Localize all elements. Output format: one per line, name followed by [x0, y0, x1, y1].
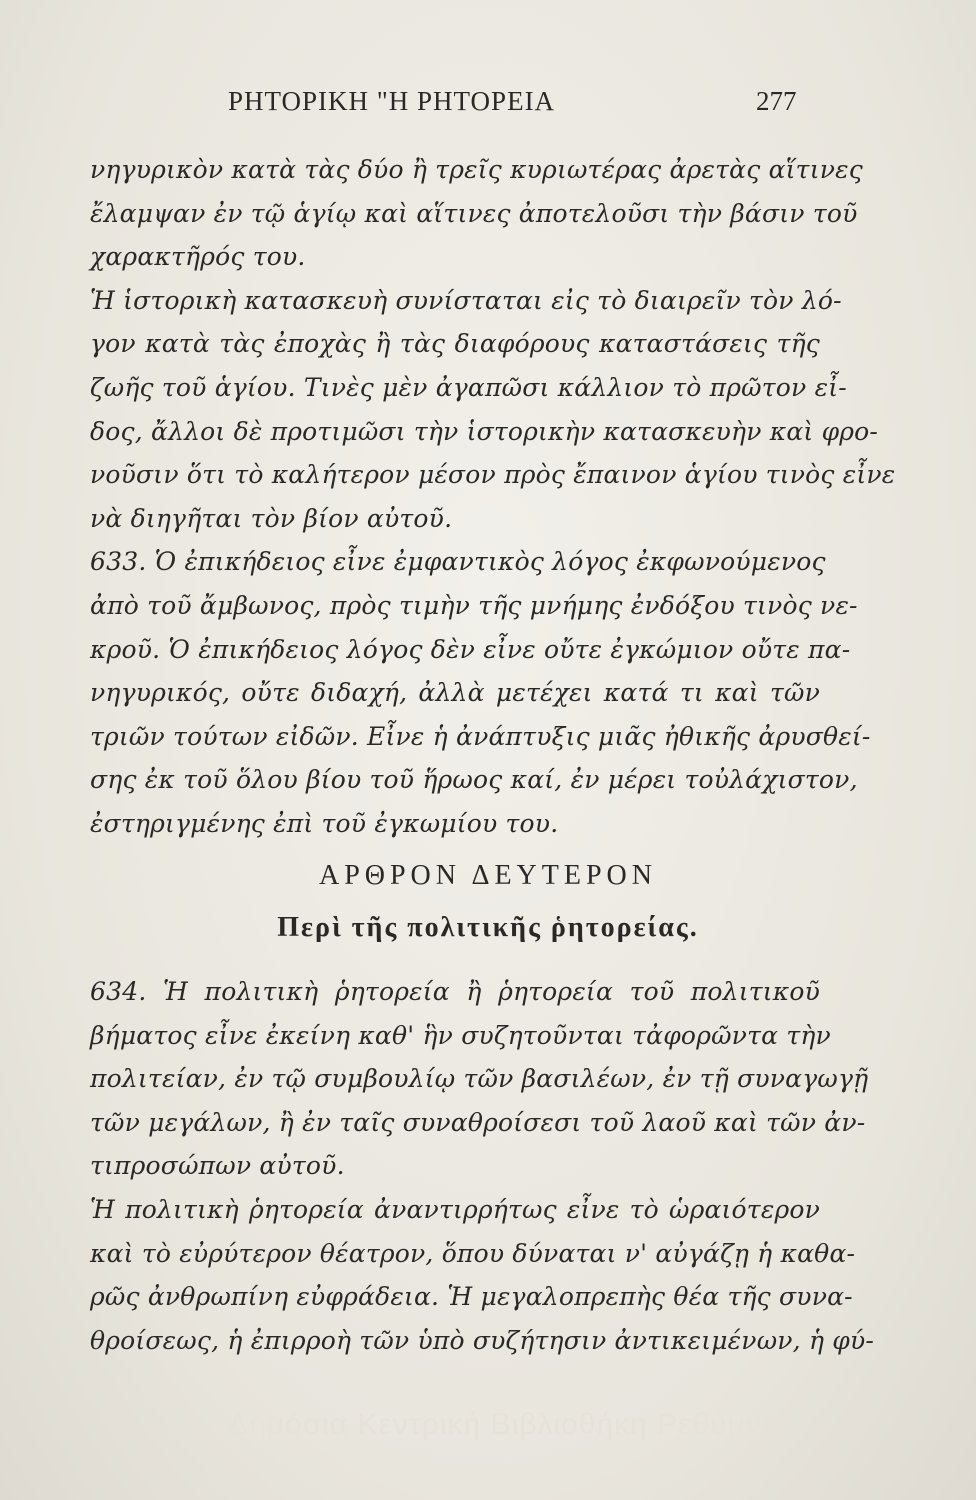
text-line: χαρακτῆρός του. [90, 242, 306, 272]
text-line: ζωῆς τοῦ ἁγίου. Τινὲς μὲν ἀγαπῶσι κάλλιον τὸ πρῶτον εἶ- [90, 372, 847, 402]
text-line: ἔλαμψαν ἐν τῷ ἁγίῳ καὶ αἵτινες ἀποτελοῦσι τὴν βάσιν τοῦ [90, 198, 858, 228]
text-line: Ἡ ἱστορικὴ κατασκευὴ συνίσταται εἰς τὸ διαιρεῖν τὸν λό- [90, 285, 842, 315]
library-watermark: Δημόσια Κεντρική Βιβλιοθήκη Ρεθύμνης [228, 1408, 796, 1441]
text-line: νηγυρικὸν κατὰ τὰς δύο ἢ τρεῖς κυριωτέρας ἀρετὰς αἵτινες [90, 155, 863, 184]
text-line: Ἡ πολιτικὴ ῥητορεία ἀναντιρρήτως εἶνε τὸ ὡραιότερον [90, 1194, 820, 1224]
text-line: νὰ διηγῆται τὸν βίον αὐτοῦ. [90, 503, 453, 533]
body-text-section-1 [90, 148, 896, 846]
text-line: θροίσεως, ἡ ἐπιρροὴ τῶν ὑπὸ συζήτησιν ἀντικειμένων, ἡ φύ- [90, 1325, 875, 1355]
text-line: νοῦσιν ὅτι τὸ καλήτερον μέσον πρὸς ἔπαινον ἁγίου τινὸς εἶνε [90, 460, 896, 490]
text-line: τριῶν τούτων εἰδῶν. Εἶνε ἡ ἀνάπτυξις μιᾶς ἠθικῆς ἀρυσθεί- [90, 721, 871, 751]
body-text-section-2 [90, 970, 875, 1362]
text-line: τιπροσώπων αὐτοῦ. [90, 1151, 345, 1181]
text-line: 633. Ὁ ἐπικήδειος εἶνε ἐμφαντικὸς λόγος ἐκφωνούμενος [90, 547, 826, 577]
running-head: ΡΗΤΟΡΙΚΗ "Η ΡΗΤΟΡΕΙΑ [228, 86, 556, 116]
page-header [0, 86, 976, 126]
text-line: βήματος εἶνε ἐκείνη καθ' ἣν συζητοῦνται τἀφορῶντα τὴν [90, 1020, 831, 1050]
text-line: νηγυρικός, οὔτε διδαχή, ἀλλὰ μετέχει κατά τι καὶ τῶν [90, 678, 820, 708]
text-line: ἐστηριγμένης ἐπὶ τοῦ ἐγκωμίου του. [90, 808, 559, 838]
text-line: σης ἐκ τοῦ ὅλου βίου τοῦ ἥρωος καί, ἐν μέρει τοὐλάχιστον, [90, 765, 858, 795]
page-number: 277 [756, 86, 797, 116]
text-line: γον κατὰ τὰς ἐποχὰς ἢ τὰς διαφόρους καταστάσεις τῆς [90, 329, 820, 359]
text-line: κροῦ. Ὁ ἐπικήδειος λόγος δὲν εἶνε οὔτε ἐγκώμιον οὔτε πα- [90, 634, 851, 664]
text-line: τῶν μεγάλων, ἢ ἐν ταῖς συναθροίσεσι τοῦ λαοῦ καὶ τῶν ἀν- [90, 1107, 866, 1137]
text-line: ρῶς ἀνθρωπίνη εὐφράδεια. Ἡ μεγαλοπρεπὴς θέα τῆς συνα- [90, 1282, 853, 1312]
text-line: πολιτείαν, ἐν τῷ συμβουλίῳ τῶν βασιλέων, ἐν τῇ συναγωγῇ [90, 1064, 869, 1094]
text-line: 634. Ἡ πολιτικὴ ῥητορεία ἢ ῥητορεία τοῦ πολιτικοῦ [90, 977, 820, 1006]
text-line: ἀπὸ τοῦ ἄμβωνος, πρὸς τιμὴν τῆς μνήμης ἐνδόξου τινὸς νε- [90, 590, 858, 620]
article-subheading: Περὶ τῆς πολιτικῆς ῥητορείας. [277, 912, 699, 943]
text-line: καὶ τὸ εὐρύτερον θέατρον, ὅπου δύναται ν' αὐγάζῃ ἡ καθα- [90, 1238, 856, 1268]
text-line: δος, ἄλλοι δὲ προτιμῶσι τὴν ἱστορικὴν κατασκευὴν καὶ φρο- [90, 416, 879, 446]
article-heading: ΑΡΘΡΟΝ ΔΕΥΤΕΡΟΝ [318, 860, 658, 891]
